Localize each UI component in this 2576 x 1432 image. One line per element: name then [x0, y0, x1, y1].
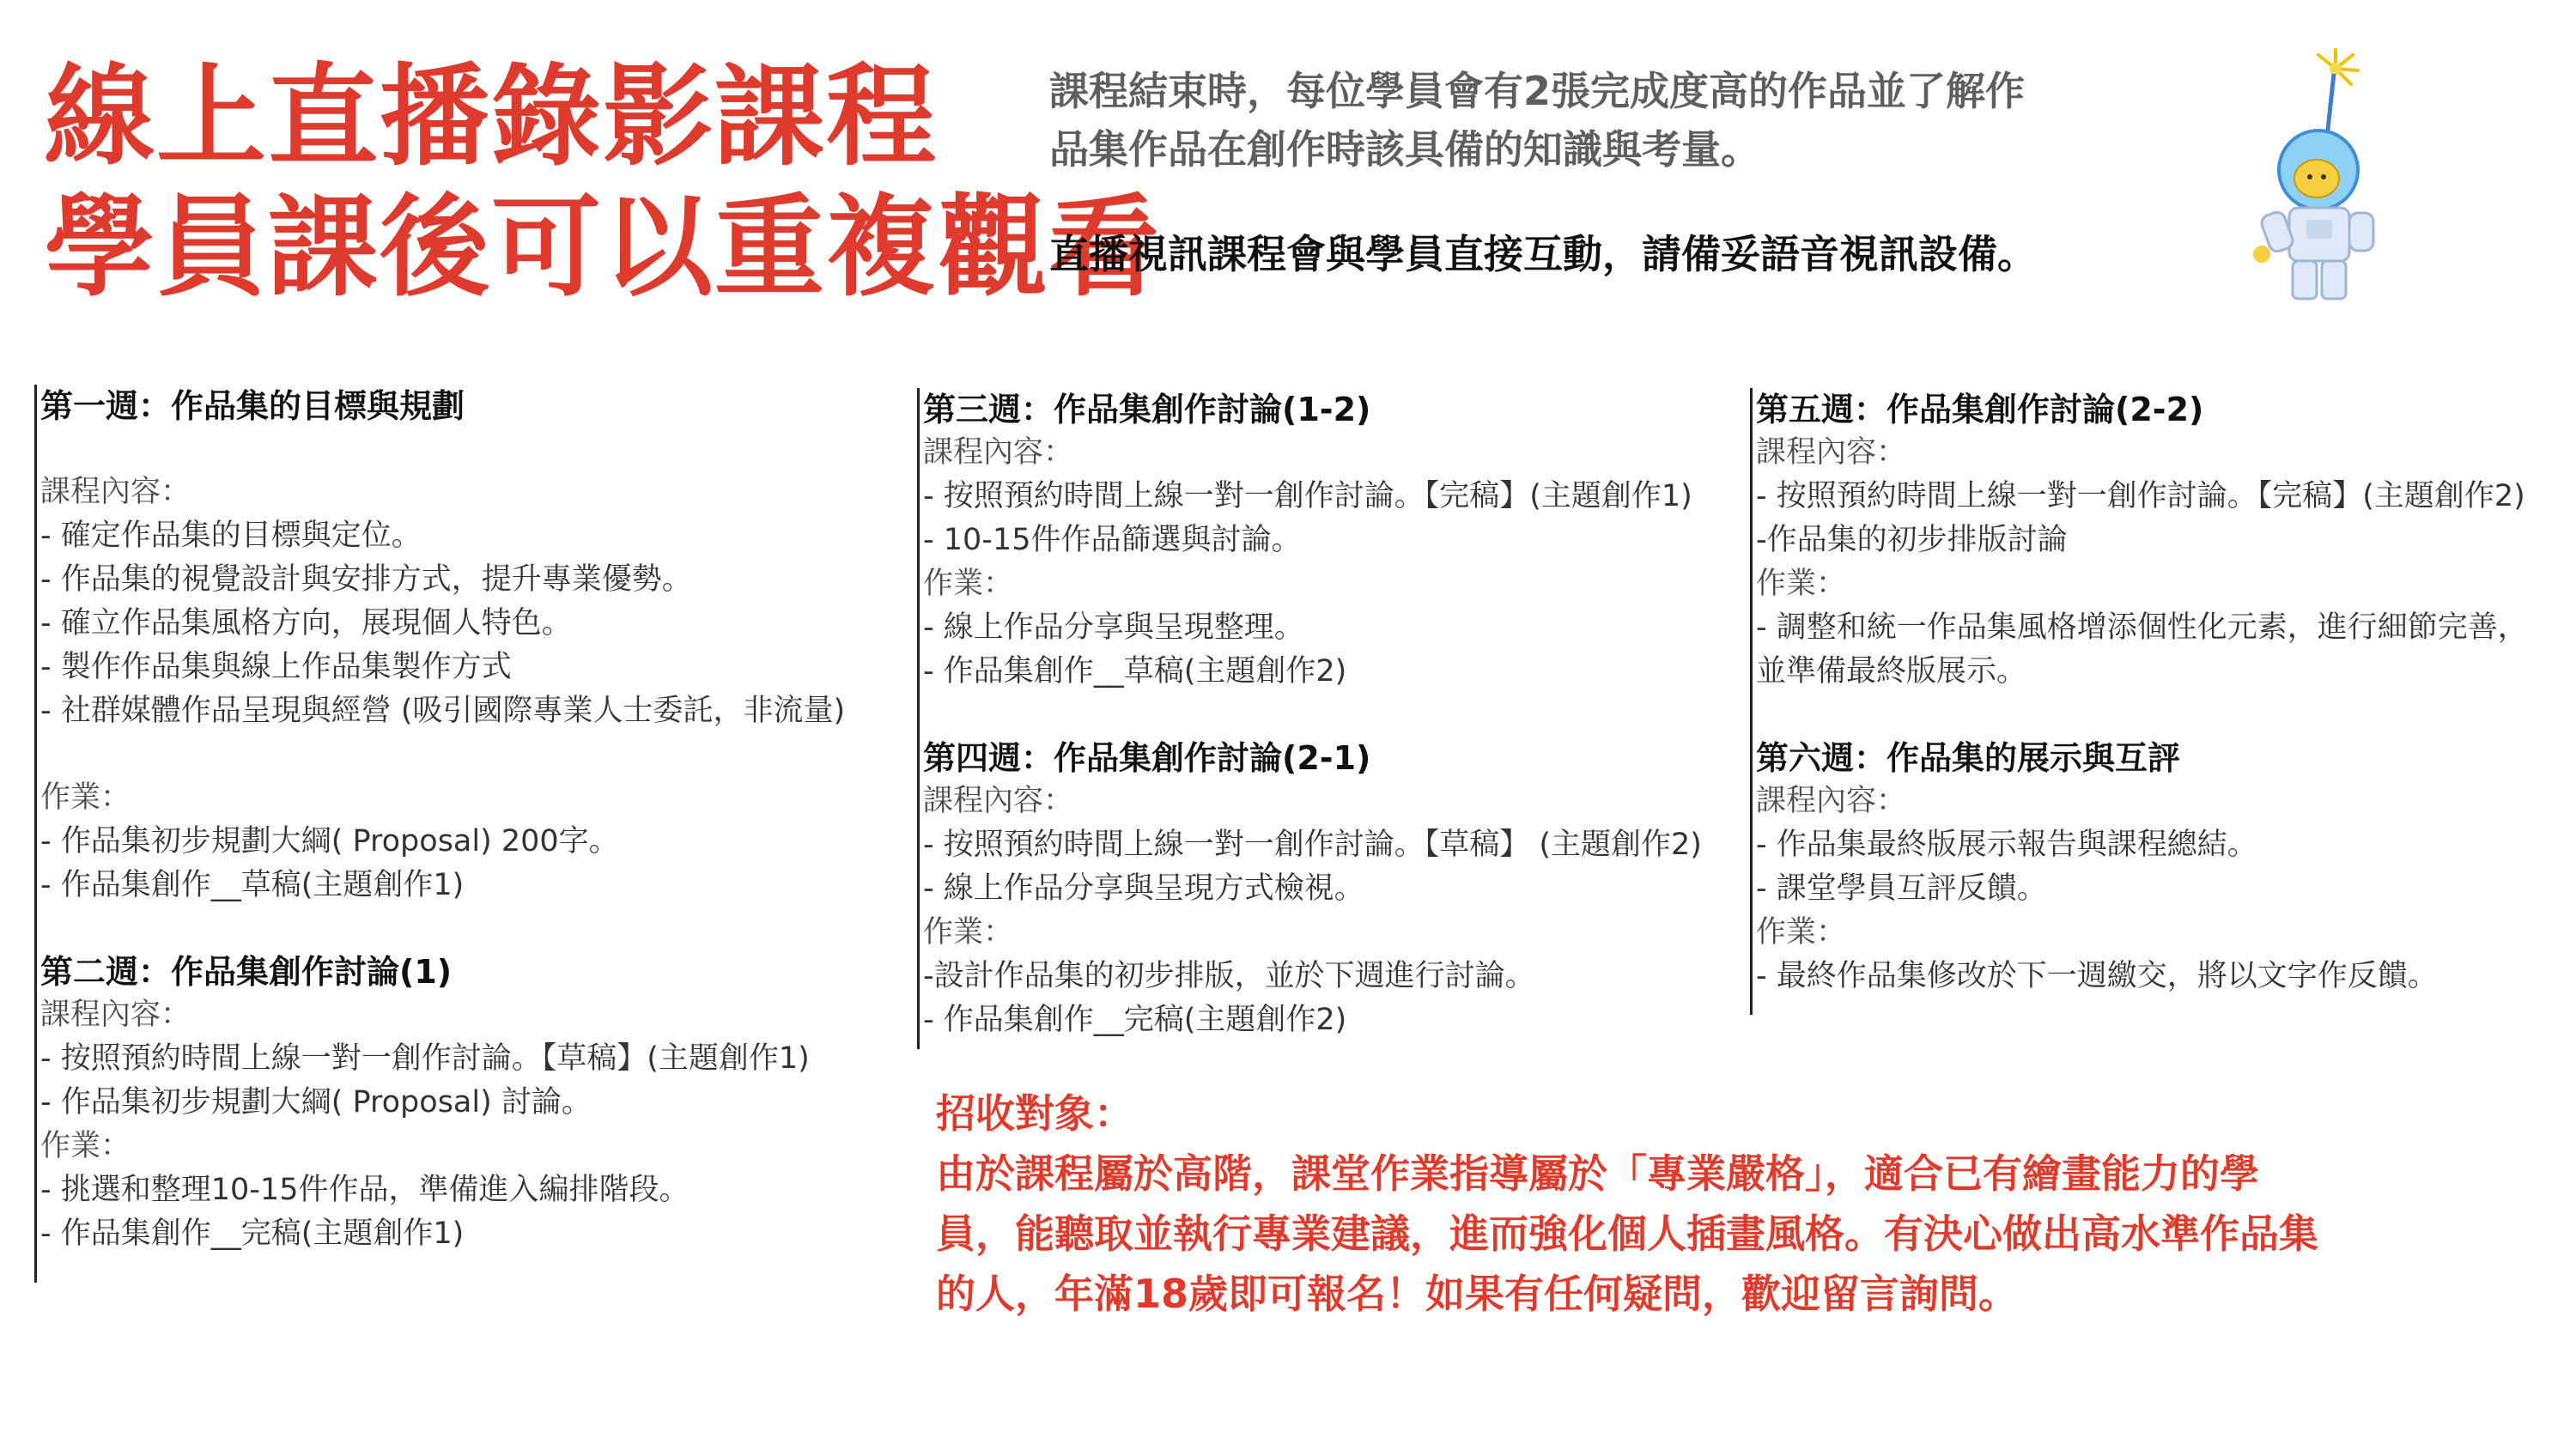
week-2-homework-item: - 作品集創作__完稿(主題創作1) — [40, 1217, 465, 1251]
week-5-title: 第五週：作品集創作討論(2-2) — [1756, 391, 2204, 428]
week-2-content-item: - 按照預約時間上線一對一創作討論。【草稿】(主題創作1) — [40, 1041, 810, 1076]
week-1-content-item: - 確定作品集的目標與定位。 — [40, 519, 422, 553]
week-1-content-item: - 製作作品集與線上作品集製作方式 — [40, 650, 512, 684]
recruit-line-1: 由於課程屬於高階，課堂作業指導屬於「專業嚴格」，適合已有繪畫能力的學 — [936, 1150, 2259, 1197]
week-3-content-item: - 按照預約時間上線一對一創作討論。【完稿】(主題創作1) — [923, 479, 1692, 513]
week-5-content-item: -作品集的初步排版討論 — [1756, 523, 2068, 557]
week-1-content-item: - 社群媒體作品呈現與經營 (吸引國際專業人士委託，非流量) — [40, 694, 846, 728]
week-3-homework-item: - 線上作品分享與呈現整理。 — [923, 610, 1304, 645]
week-1-content-label: 課程內容： — [40, 475, 191, 509]
week-4-content-item: - 按照預約時間上線一對一創作討論。【草稿】 (主題創作2) — [923, 828, 1702, 862]
page-title-line2: 學員課後可以重複觀看 — [45, 184, 1162, 312]
week-3-content-item: - 10-15件作品篩選與討論。 — [923, 523, 1302, 557]
week-6-homework-label: 作業： — [1756, 915, 1847, 950]
schedule-column-1 — [34, 385, 910, 1283]
week-2-homework-item: - 挑選和整理10-15件作品，準備進入編排階段。 — [40, 1173, 690, 1207]
week-3-homework-label: 作業： — [923, 567, 1014, 601]
week-5-content-item: - 按照預約時間上線一對一創作討論。【完稿】(主題創作2) — [1756, 479, 2525, 513]
week-4-homework-item: - 作品集創作__完稿(主題創作2) — [923, 1003, 1347, 1037]
week-5-homework-item: - 調整和統一作品集風格增添個性化元素，進行細節完善， — [1756, 610, 2528, 645]
week-4-homework-label: 作業： — [923, 915, 1014, 950]
recruit-heading: 招收對象： — [936, 1090, 1133, 1137]
week-4-content-label: 課程內容： — [923, 784, 1074, 818]
week-2-title: 第二週：作品集創作討論(1) — [40, 953, 453, 991]
astronaut-figure-icon — [2233, 17, 2396, 309]
recruit-line-2: 員，能聽取並執行專業建議，進而強化個人插畫風格。有決心做出高水準作品集 — [936, 1211, 2318, 1257]
week-3-content-label: 課程內容： — [923, 435, 1074, 470]
week-1-homework-label: 作業： — [40, 780, 131, 815]
week-1-homework-item: - 作品集創作__草稿(主題創作1) — [40, 868, 465, 902]
week-4-homework-item: -設計作品集的初步排版，並於下週進行討論。 — [923, 959, 1535, 993]
week-1-title: 第一週：作品集的目標與規劃 — [40, 387, 465, 425]
week-6-homework-item: - 最終作品集修改於下一週繳交，將以文字作反饋。 — [1756, 959, 2438, 993]
schedule-column-3 — [1750, 388, 2566, 1015]
week-2-homework-label: 作業： — [40, 1129, 131, 1163]
week-2-content-item: - 作品集初步規劃大綱( Proposal) 討論。 — [40, 1085, 592, 1120]
week-3-homework-item: - 作品集創作__草稿(主題創作2) — [923, 654, 1347, 689]
schedule-column-2 — [917, 388, 1741, 1049]
intro-line-3: 直播視訊課程會與學員直接互動，請備妥語音視訊設備。 — [1049, 231, 2037, 277]
intro-line-2: 品集作品在創作時該具備的知識與考量。 — [1049, 126, 1760, 173]
week-4-content-item: - 線上作品分享與呈現方式檢視。 — [923, 871, 1364, 906]
week-5-homework-label: 作業： — [1756, 567, 1847, 601]
week-5-content-label: 課程內容： — [1756, 435, 1907, 470]
week-3-title: 第三週：作品集創作討論(1-2) — [923, 391, 1371, 428]
week-1-content-item: - 確立作品集風格方向，展現個人特色。 — [40, 606, 572, 640]
week-6-content-label: 課程內容： — [1756, 784, 1907, 818]
intro-line-1: 課程結束時，每位學員會有2張完成度高的作品並了解作 — [1049, 68, 2026, 114]
week-4-title: 第四週：作品集創作討論(2-1) — [923, 739, 1371, 777]
recruit-line-3: 的人，年滿18歲即可報名！如果有任何疑問，歡迎留言詢問。 — [936, 1271, 2019, 1317]
week-5-homework-item: 並準備最終版展示。 — [1756, 654, 2027, 689]
week-2-content-label: 課程內容： — [40, 998, 191, 1032]
week-6-content-item: - 作品集最終版展示報告與課程總結。 — [1756, 828, 2257, 862]
week-6-title: 第六週：作品集的展示與互評 — [1756, 739, 2181, 777]
week-6-content-item: - 課堂學員互評反饋。 — [1756, 871, 2047, 906]
week-1-homework-item: - 作品集初步規劃大綱( Proposal) 200字。 — [40, 824, 619, 859]
week-1-content-item: - 作品集的視覺設計與安排方式，提升專業優勢。 — [40, 562, 692, 597]
page-title-line1: 線上直播錄影課程 — [45, 53, 939, 181]
